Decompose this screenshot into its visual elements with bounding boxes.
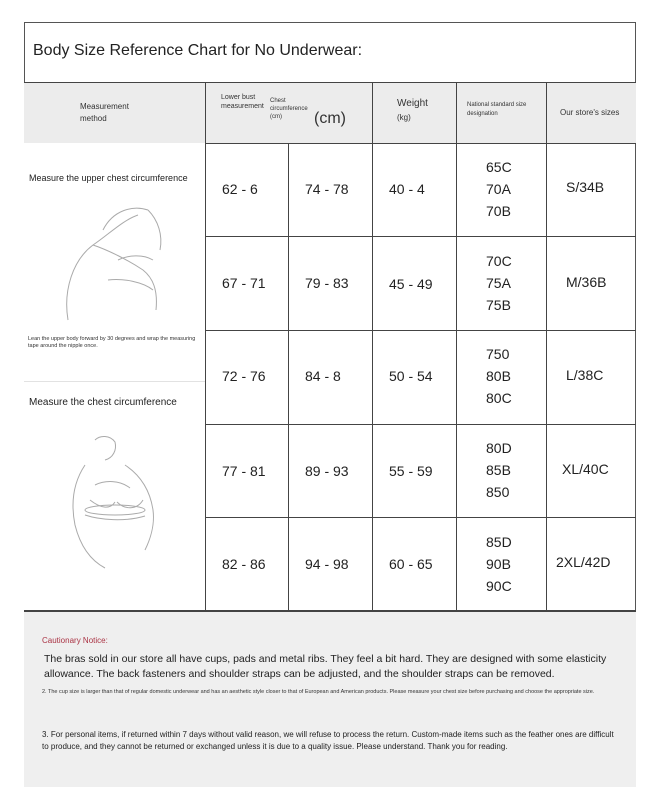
col-divider-3: [372, 83, 373, 611]
lower-bust-cell: 67 - 71: [222, 275, 266, 291]
header-weight-label: Weight: [397, 98, 428, 109]
cup-size: 70C: [486, 253, 512, 269]
cup-size: 70A: [486, 181, 511, 197]
cup-size: 85D: [486, 534, 512, 550]
header-national: [467, 101, 547, 161]
cup-size: 85B: [486, 462, 511, 478]
cup-size-list: [486, 250, 512, 316]
cup-size: 75A: [486, 275, 511, 291]
row-divider-2: [205, 330, 636, 331]
header-weight-unit: (kg): [397, 113, 411, 122]
lower-bust-cell: 62 - 6: [222, 181, 258, 197]
header-chest: [270, 97, 315, 157]
notice-title: Cautionary Notice:: [42, 636, 108, 645]
upper-chest-illustration: [48, 190, 188, 330]
cup-size-list: [486, 156, 512, 222]
header-lower-bust: [221, 93, 271, 153]
weight-cell: 60 - 65: [389, 556, 433, 572]
chest-circumference-label: Measure the chest circumference: [29, 397, 177, 408]
col-divider-1: [205, 83, 206, 611]
col-divider-2: [288, 143, 289, 611]
chest-cell: 74 - 78: [305, 181, 349, 197]
cup-size: 70B: [486, 203, 511, 219]
header-chest-unit: (cm): [270, 114, 282, 120]
header-store: [560, 108, 635, 168]
header-chest-label: Chest circumference: [270, 98, 308, 112]
cup-size: 850: [486, 484, 510, 500]
chest-cell: 94 - 98: [305, 556, 349, 572]
panel-divider: [24, 381, 205, 382]
header-lower-bust-label: Lower bust measurement: [221, 94, 264, 110]
header-big-unit-label: (cm): [314, 110, 346, 127]
page-title: Body Size Reference Chart for No Underwear:: [33, 42, 363, 59]
chest-cell: 79 - 83: [305, 275, 349, 291]
cup-size-list: [486, 343, 512, 409]
header-big-unit: [314, 110, 346, 170]
notice-paragraph-2: 2. The cup size is larger than that of regular domestic underwear and has an aesthetic style closer to that of European and American products. Please measure your chest size before purchasing and choose the appropriate size.: [42, 689, 595, 695]
cautionary-notice: [24, 611, 636, 787]
cup-size: 80C: [486, 390, 512, 406]
header-method-label: Measurement method: [80, 102, 129, 123]
chest-cell: 84 - 8: [305, 368, 341, 384]
cup-size: 75B: [486, 297, 511, 313]
store-size-cell: L/38C: [566, 367, 604, 383]
weight-cell: 50 - 54: [389, 368, 433, 384]
cup-size-list: [486, 531, 512, 597]
row-divider-1: [205, 236, 636, 237]
lower-bust-cell: 72 - 76: [222, 368, 266, 384]
cup-size: 90C: [486, 578, 512, 594]
cup-size: 80B: [486, 368, 511, 384]
upper-chest-caption: Lean the upper body forward by 30 degrees and wrap the measuring tape around the nipple once.: [28, 336, 196, 349]
row-divider-3: [205, 424, 636, 425]
weight-cell: 40 - 4: [389, 181, 425, 197]
upper-chest-label: Measure the upper chest circumference: [29, 173, 188, 183]
header-store-label: Our store's sizes: [560, 108, 620, 117]
header-national-label: National standard size designation: [467, 102, 527, 117]
store-size-cell: XL/40C: [562, 461, 609, 477]
cup-size: 65C: [486, 159, 512, 175]
col-divider-4: [456, 83, 457, 611]
col-divider-5: [546, 83, 547, 611]
notice-paragraph-3: 3. For personal items, if returned within 7 days without valid reason, we will refuse to process the return. Custom-made items such as the feather ones are difficult to produce, and they cannot be returned or exchanged unless it is due to a quality issue. Please understand. Thank you for reading.: [42, 730, 614, 751]
row-divider-4: [205, 517, 636, 518]
header-weight: [397, 97, 447, 157]
lower-bust-cell: 82 - 86: [222, 556, 266, 572]
notice-paragraph-1: The bras sold in our store all have cups, pads and metal ribs. They feel a bit hard. They are designed with some elasticity allowance. The back fasteners and shoulder straps can be adjusted, and the shoulder straps can be removed.: [44, 653, 607, 680]
cup-size: 750: [486, 346, 510, 362]
lower-bust-cell: 77 - 81: [222, 463, 266, 479]
weight-cell: 55 - 59: [389, 463, 433, 479]
cup-size: 90B: [486, 556, 511, 572]
cup-size-list: [486, 437, 512, 503]
store-size-cell: S/34B: [566, 179, 605, 195]
store-size-cell: M/36B: [566, 274, 607, 290]
chest-circumference-illustration: [55, 430, 175, 570]
chest-cell: 89 - 93: [305, 463, 349, 479]
cup-size: 80D: [486, 440, 512, 456]
store-size-cell: 2XL/42D: [556, 554, 611, 570]
weight-cell: 45 - 49: [389, 276, 433, 292]
